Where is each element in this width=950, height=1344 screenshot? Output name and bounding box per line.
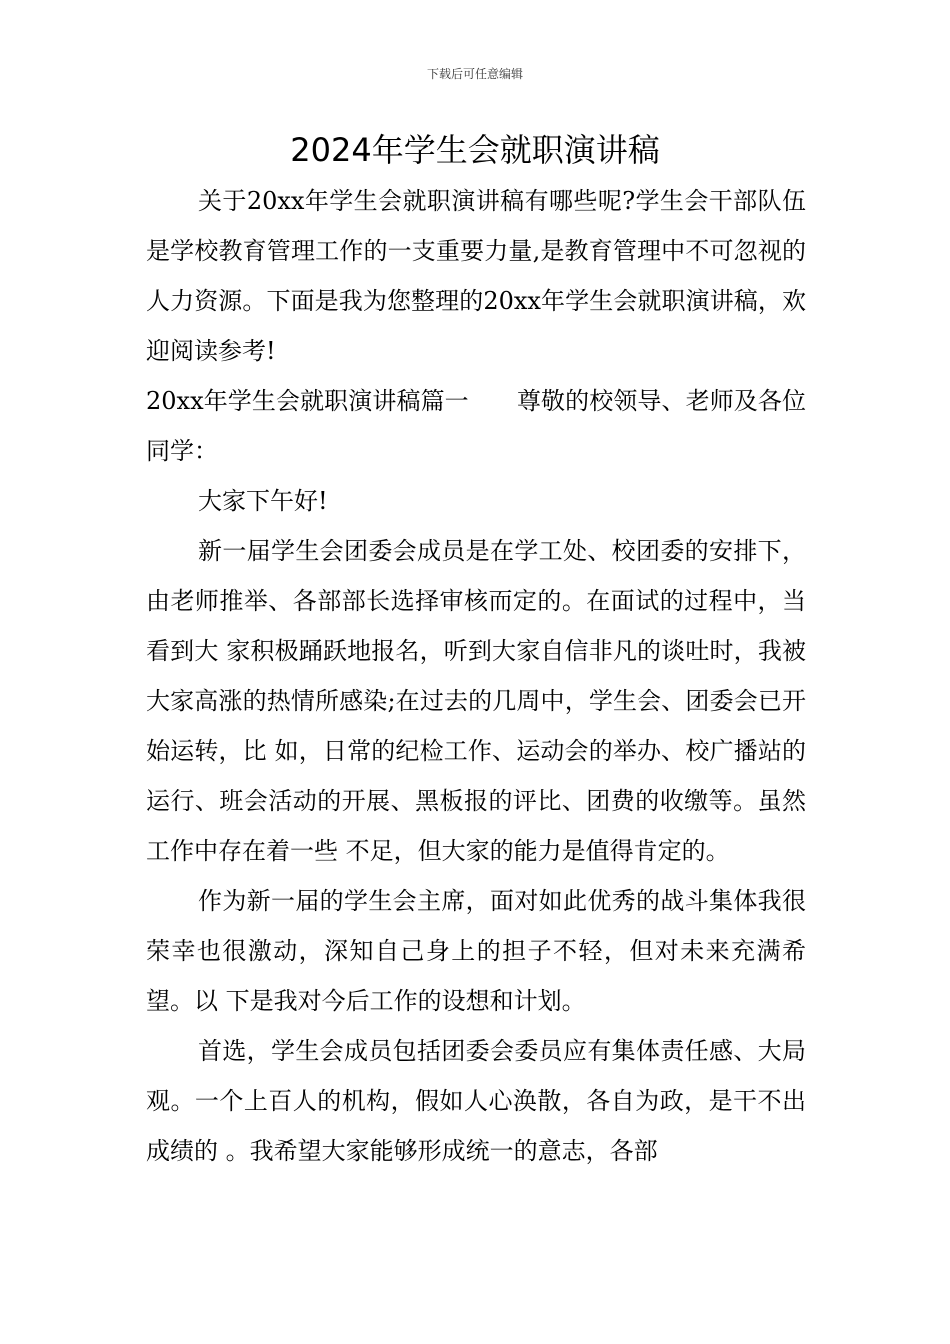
paragraph-body-3: 首选，学生会成员包括团委会委员应有集体责任感、大局观。一个上百人的机构，假如人心涣散，各自为政，是干不出成绩的 。我希望大家能够形成统一的意志，各部 <box>146 1037 806 1165</box>
paragraph-body-1: 新一届学生会团委会成员是在学工处、校团委的安排下，由老师推举、各部部长选择审核而定的。在面试的过程中，当看到大 家积极踊跃地报名，听到大家自信非凡的谈吐时，我被大家高涨的热情所感染;在过去的几周中，学生会、团委会已开始运转，比 如，日常的纪检工作、运动会的举办、校广播站的运行、班会活动的开展、黑板报的评比、团费的收缴等。虽然工作中存在着一些 不足，但大家的能力是值得肯定的。 <box>146 537 806 865</box>
paragraph-intro: 关于20xx年学生会就职演讲稿有哪些呢?学生会干部队伍是学校教育管理工作的一支重要力量,是教育管理中不可忽视的人力资源。下面是我为您整理的20xx年学生会就职演讲稿，欢迎阅读参考! <box>146 187 806 365</box>
page-header-note: 下载后可任意编辑 <box>426 67 523 81</box>
document-body <box>146 176 806 1176</box>
paragraph-greeting: 大家下午好! <box>198 487 328 515</box>
document-title: 2024年学生会就职演讲稿 <box>290 131 660 169</box>
paragraph-body-2: 作为新一届的学生会主席，面对如此优秀的战斗集体我很荣幸也很激动，深知自己身上的担子不轻，但对未来充满希望。以 下是我对今后工作的设想和计划。 <box>146 887 806 1015</box>
paragraph-section-heading: 20xx年学生会就职演讲稿篇一 尊敬的校领导、老师及各位同学： <box>146 387 806 465</box>
